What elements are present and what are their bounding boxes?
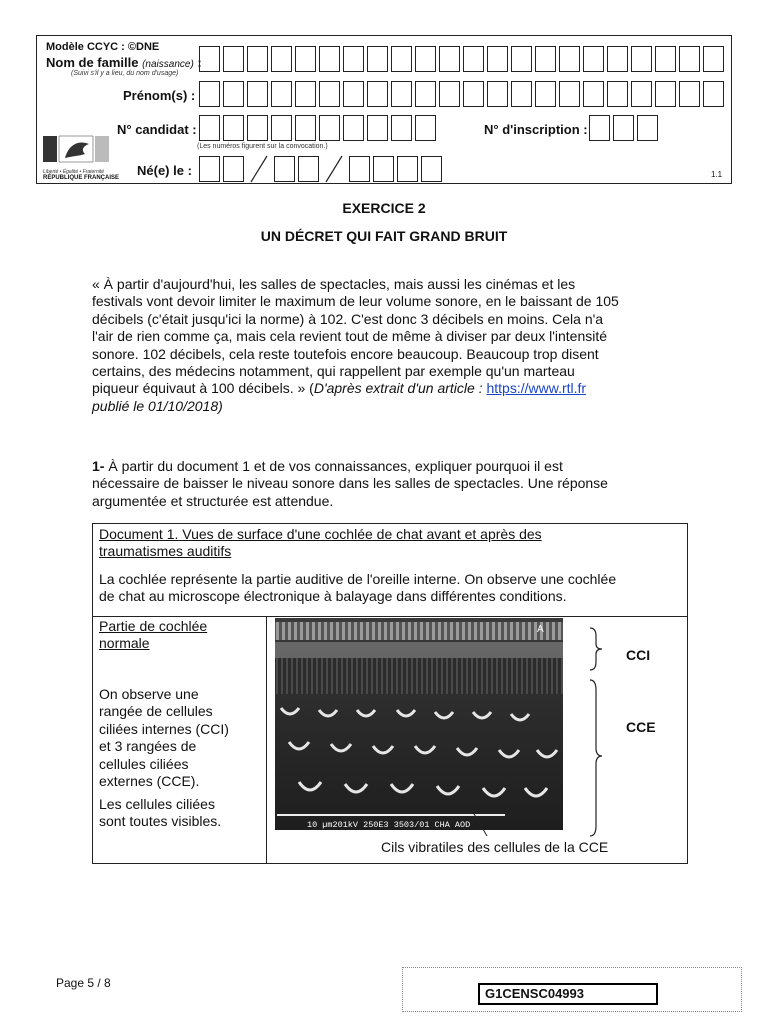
label-cce: CCE: [626, 719, 656, 735]
logo-name: RÉPUBLIQUE FRANÇAISE: [43, 175, 120, 181]
candidate-label: N° candidat :: [117, 122, 197, 137]
micrograph-image: [275, 618, 563, 830]
page-number: Page 5 / 8: [56, 976, 111, 990]
quote-line: festivals vont devoir limiter le maximum de leur volume sonore, en le baissant de 105: [92, 293, 619, 310]
candidate-boxes[interactable]: [199, 115, 439, 141]
birth-date-boxes[interactable]: [199, 154, 445, 184]
label-cci: CCI: [626, 647, 651, 663]
micrograph-caption: Cils vibratiles des cellules de la CCE: [381, 839, 609, 855]
document-intro: La cochlée représente la partie auditive de l'oreille interne. On observe une cochlée de chat au microscope électronique à balayage dans différentes conditions.: [99, 571, 617, 605]
first-name-boxes[interactable]: [199, 81, 727, 107]
last-name-note: (Suivi s'il y a lieu, du nom d'usage): [71, 70, 179, 77]
cochlea-micrograph: [275, 618, 563, 830]
quote-line: « À partir d'aujourd'hui, les salles de spectacles, mais aussi les cinémas et les: [92, 276, 576, 292]
document-title: Document 1. Vues de surface d'une cochlée de chat avant et après des traumatismes auditifs: [99, 526, 542, 560]
last-name-boxes[interactable]: [199, 46, 727, 72]
quote-line: sonore. 102 décibels, cela reste toutefois encore beaucoup. Beaucoup trop disent: [92, 345, 599, 362]
quote-line: décibels (c'était jusqu'ici la norme) à 102. C'est donc 3 décibels en moins. Cela n'a: [92, 310, 604, 327]
caption-pointer: [463, 800, 493, 840]
model-line: Modèle CCYC : ©DNE: [46, 41, 160, 53]
logo-motto: Liberté • Égalité • Fraternité: [43, 169, 105, 175]
quote-line: certains, des médecins notamment, qui rappellent par exemple qu'un marteau: [92, 363, 575, 380]
date-slash-icon: [322, 154, 346, 184]
cce-brace-icon: [588, 678, 604, 838]
question-1: 1- À partir du document 1 et de vos connaissances, expliquer pourquoi il est nécessaire de baisser le niveau sonore dans les salles de spectacles. Une réponse argumentée et structurée est attendue.: [92, 458, 608, 509]
republique-logo: [43, 134, 119, 180]
quote-paragraph: [92, 276, 712, 415]
registration-boxes[interactable]: [589, 115, 661, 141]
source-link[interactable]: https://www.rtl.fr: [486, 380, 587, 397]
candidate-note: (Les numéros figurent sur la convocation.): [197, 143, 328, 150]
cci-brace-icon: [588, 626, 604, 672]
marianne-icon: [43, 134, 119, 164]
question-number: 1-: [92, 458, 105, 474]
birth-label: Né(e) le :: [137, 163, 192, 178]
exercise-title: UN DÉCRET QUI FAIT GRAND BRUIT: [260, 228, 508, 244]
form-version: 1.1: [711, 170, 723, 179]
quote-line: piqueur équivaut à 100 décibels. » (D'après extrait d'un article : https://www.rtl.fr: [92, 380, 587, 397]
date-slash-icon: [247, 154, 271, 184]
published-date: publié le 01/10/2018): [92, 397, 223, 414]
table-divider: [93, 616, 687, 617]
micrograph-scale: 10 µm201kV 250E3 3503/01 CHA AOD: [307, 820, 471, 830]
source-label: D'après extrait d'un article :: [313, 380, 487, 397]
normal-cochlea-heading: Partie de cochlée normale: [99, 618, 208, 652]
document-1-table: [92, 523, 688, 864]
quote-line: l'air de rien comme ça, mais cela revient tout de même à diviser par deux l'intensité: [92, 328, 608, 345]
normal-cochlea-note: Les cellules ciliées sont toutes visibles.: [99, 796, 222, 830]
first-name-label: Prénom(s) :: [123, 88, 196, 103]
micrograph-letter: A: [537, 624, 544, 635]
subject-code: G1CENSC04993: [478, 983, 658, 1005]
exercise-number: EXERCICE 2: [342, 200, 426, 216]
registration-label: N° d'inscription :: [484, 122, 588, 137]
candidate-header: [36, 35, 732, 184]
last-name-label: Nom de famille (naissance) :: [46, 55, 202, 70]
normal-cochlea-description: On observe une rangée de cellules ciliées internes (CCI) et 3 rangées de cellules ciliées externes (CCE).: [99, 686, 229, 790]
table-column-divider: [266, 616, 267, 864]
